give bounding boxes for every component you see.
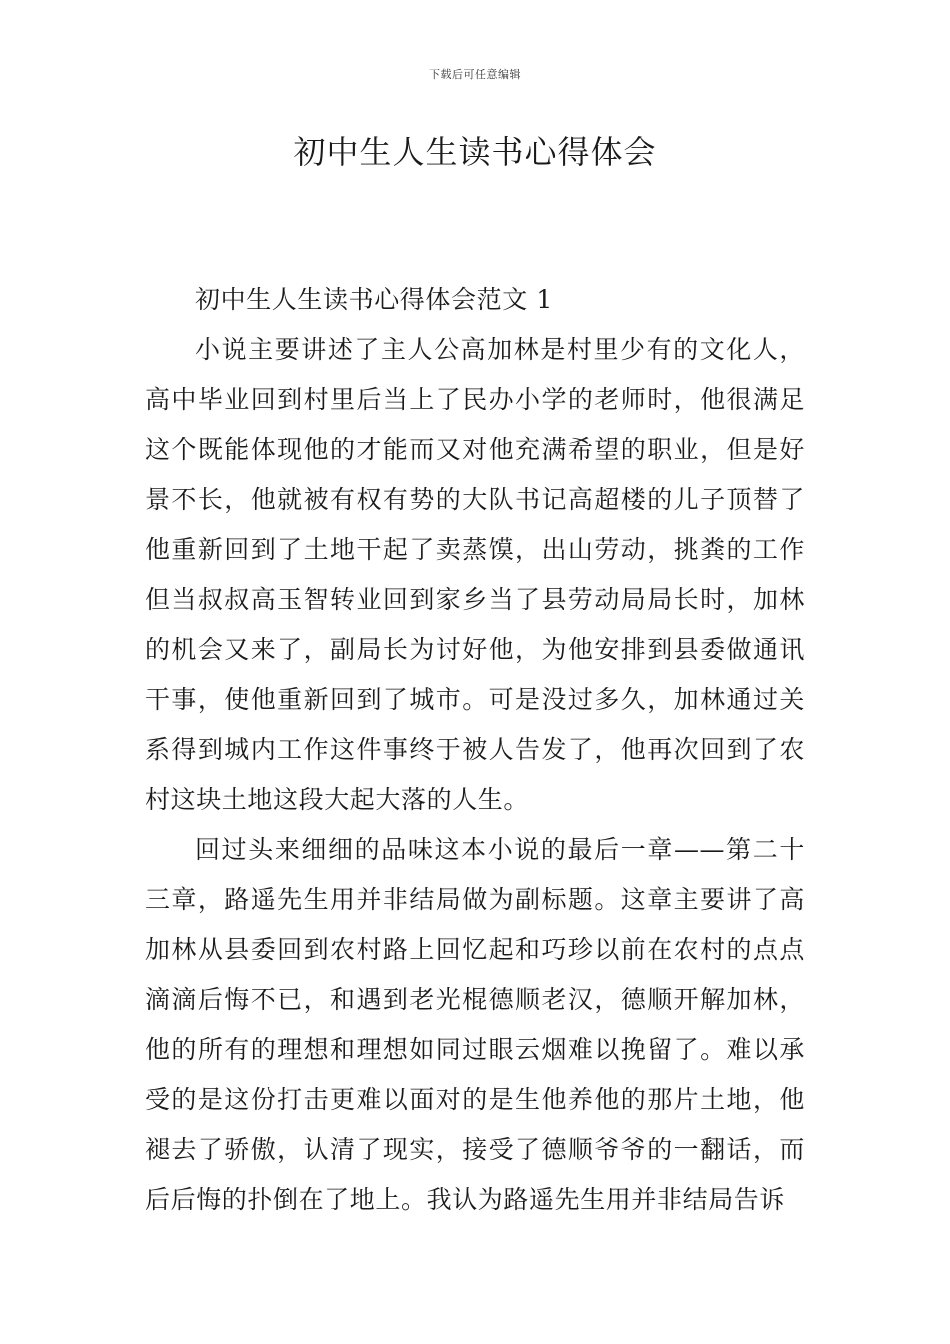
- section-heading: 初中生人生读书心得体会范文 1: [195, 285, 553, 314]
- document-body: [145, 275, 805, 1225]
- document-title: 初中生人生读书心得体会: [293, 133, 657, 171]
- header-note: 下载后可任意编辑: [429, 68, 521, 81]
- paragraph-2: 回过头来细细的品味这本小说的最后一章——第二十三章，路遥先生用并非结局做为副标题。这章主要讲了高加林从县委回到农村路上回忆起和巧珍以前在农村的点点滴滴后悔不已，和遇到老光棍德顺老汉，德顺开解加林，他的所有的理想和理想如同过眼云烟难以挽留了。难以承受的是这份打击更难以面对的是生他养他的那片土地，他褪去了骄傲，认清了现实，接受了德顺爷爷的一翻话，而后后悔的扑倒在了地上。我认为路遥先生用并非结局告诉: [145, 835, 805, 1214]
- paragraph-1: 小说主要讲述了主人公高加林是村里少有的文化人，高中毕业回到村里后当上了民办小学的老师时，他很满足这个既能体现他的才能而又对他充满希望的职业，但是好景不长，他就被有权有势的大队书记高超楼的儿子顶替了他重新回到了土地干起了卖蒸馍，出山劳动，挑粪的工作但当叔叔高玉智转业回到家乡当了县劳动局局长时，加林的机会又来了，副局长为讨好他，为他安排到县委做通讯干事，使他重新回到了城市。可是没过多久，加林通过关系得到城内工作这件事终于被人告发了，他再次回到了农村这块土地这段大起大落的人生。: [145, 335, 805, 814]
